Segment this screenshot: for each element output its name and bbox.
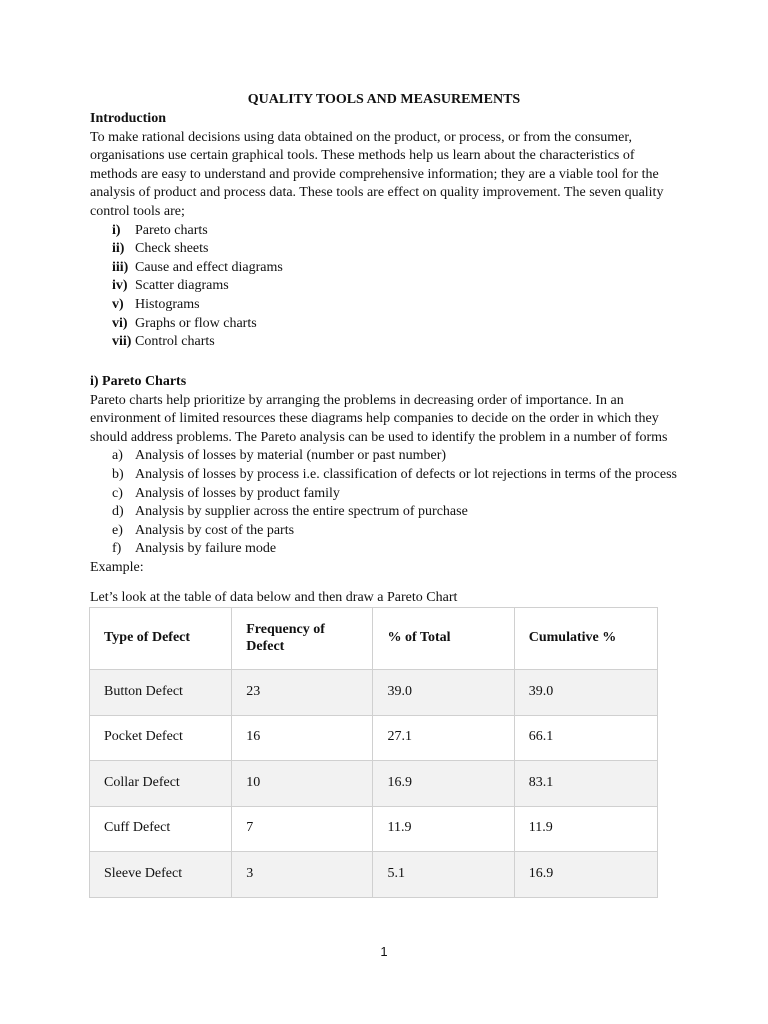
pareto-heading: i) Pareto Charts bbox=[90, 374, 187, 389]
list-item-label: Analysis by cost of the parts bbox=[135, 522, 295, 538]
table-row bbox=[90, 852, 658, 898]
table-cell: Collar Defect bbox=[90, 761, 232, 807]
list-item bbox=[90, 333, 680, 352]
example-label: Example: bbox=[90, 559, 144, 575]
list-marker: vii) bbox=[112, 334, 132, 350]
table-cell: Sleeve Defect bbox=[90, 852, 232, 898]
list-marker: b) bbox=[112, 466, 124, 482]
table-header-row bbox=[90, 608, 658, 670]
table-caption: Let’s look at the table of data below and then draw a Pareto Chart bbox=[90, 590, 458, 605]
list-item bbox=[90, 485, 680, 504]
list-item-label: Check sheets bbox=[135, 241, 209, 257]
list-marker: vi) bbox=[112, 315, 128, 331]
introduction-heading: Introduction bbox=[90, 111, 166, 126]
list-item bbox=[90, 222, 680, 241]
table-cell: 11.9 bbox=[514, 806, 657, 852]
list-item-label: Graphs or flow charts bbox=[135, 315, 257, 331]
table-cell: 66.1 bbox=[514, 715, 657, 761]
list-item bbox=[90, 503, 680, 522]
list-item-label: Control charts bbox=[135, 334, 215, 350]
list-marker: v) bbox=[112, 296, 124, 312]
list-marker: d) bbox=[112, 504, 124, 520]
table-cell: 7 bbox=[232, 806, 373, 852]
list-item bbox=[90, 277, 680, 296]
list-marker: a) bbox=[112, 448, 123, 464]
list-item bbox=[90, 315, 680, 334]
page-title: QUALITY TOOLS AND MEASUREMENTS bbox=[247, 92, 521, 107]
list-item-label: Analysis by failure mode bbox=[135, 541, 277, 557]
column-header: Frequency of Defect bbox=[232, 608, 373, 670]
list-item bbox=[90, 540, 680, 559]
list-item-label: Histograms bbox=[135, 296, 200, 312]
table-cell: 39.0 bbox=[373, 670, 514, 716]
list-marker: f) bbox=[112, 541, 122, 557]
table-cell: 23 bbox=[232, 670, 373, 716]
column-header: Cumulative % bbox=[514, 608, 657, 670]
introduction-paragraph: To make rational decisions using data obtained on the product, or process, or from the consumer, organisations use certain graphical tools. These methods help us learn about the characteristics of methods are easy to understand and provide comprehensive information; they are a viable tool for the analysis of product and process data. These tools are effect on quality improvement. The seven quality control tools are; bbox=[90, 129, 664, 219]
list-item bbox=[90, 296, 680, 315]
column-header: Type of Defect bbox=[90, 608, 232, 670]
list-item-label: Analysis by supplier across the entire spectrum of purchase bbox=[135, 504, 468, 520]
table-cell: 16 bbox=[232, 715, 373, 761]
pareto-paragraph: Pareto charts help prioritize by arranging the problems in decreasing order of importance. In an environment of limited resources these diagrams help companies to decide on the order in which they should address problems. The Pareto analysis can be used to identify the problem in a number of forms bbox=[90, 392, 668, 445]
table-cell: Button Defect bbox=[90, 670, 232, 716]
list-marker: iii) bbox=[112, 259, 129, 275]
defect-table bbox=[89, 607, 658, 898]
list-marker: ii) bbox=[112, 241, 125, 257]
table-cell: Cuff Defect bbox=[90, 806, 232, 852]
table-cell: 83.1 bbox=[514, 761, 657, 807]
table-cell: 27.1 bbox=[373, 715, 514, 761]
list-item-label: Scatter diagrams bbox=[135, 278, 229, 294]
table-row bbox=[90, 806, 658, 852]
list-marker: i) bbox=[112, 222, 121, 238]
table-cell: 5.1 bbox=[373, 852, 514, 898]
list-marker: iv) bbox=[112, 278, 128, 294]
column-header: % of Total bbox=[373, 608, 514, 670]
table-row bbox=[90, 715, 658, 761]
tools-list bbox=[90, 222, 680, 352]
list-item bbox=[90, 466, 680, 485]
list-item-label: Analysis of losses by material (number or past number) bbox=[135, 448, 447, 464]
pareto-section bbox=[90, 373, 680, 578]
list-item bbox=[90, 522, 680, 541]
list-item-label: Pareto charts bbox=[135, 222, 208, 238]
table-cell: 16.9 bbox=[514, 852, 657, 898]
introduction-section bbox=[90, 110, 680, 352]
list-item-label: Cause and effect diagrams bbox=[135, 259, 283, 275]
table-cell: 3 bbox=[232, 852, 373, 898]
table-cell: 16.9 bbox=[373, 761, 514, 807]
table-cell: 39.0 bbox=[514, 670, 657, 716]
table-cell: 10 bbox=[232, 761, 373, 807]
list-item bbox=[90, 447, 680, 466]
list-marker: e) bbox=[112, 522, 123, 538]
table-row bbox=[90, 761, 658, 807]
page-number: 1 bbox=[380, 944, 388, 959]
forms-list bbox=[90, 447, 680, 559]
list-item bbox=[90, 259, 680, 278]
list-marker: c) bbox=[112, 485, 123, 501]
list-item-label: Analysis of losses by product family bbox=[135, 485, 340, 501]
table-cell: 11.9 bbox=[373, 806, 514, 852]
list-item bbox=[90, 240, 680, 259]
table-cell: Pocket Defect bbox=[90, 715, 232, 761]
table-row bbox=[90, 670, 658, 716]
list-item-label: Analysis of losses by process i.e. classification of defects or lot rejections in terms of the process bbox=[135, 466, 677, 482]
